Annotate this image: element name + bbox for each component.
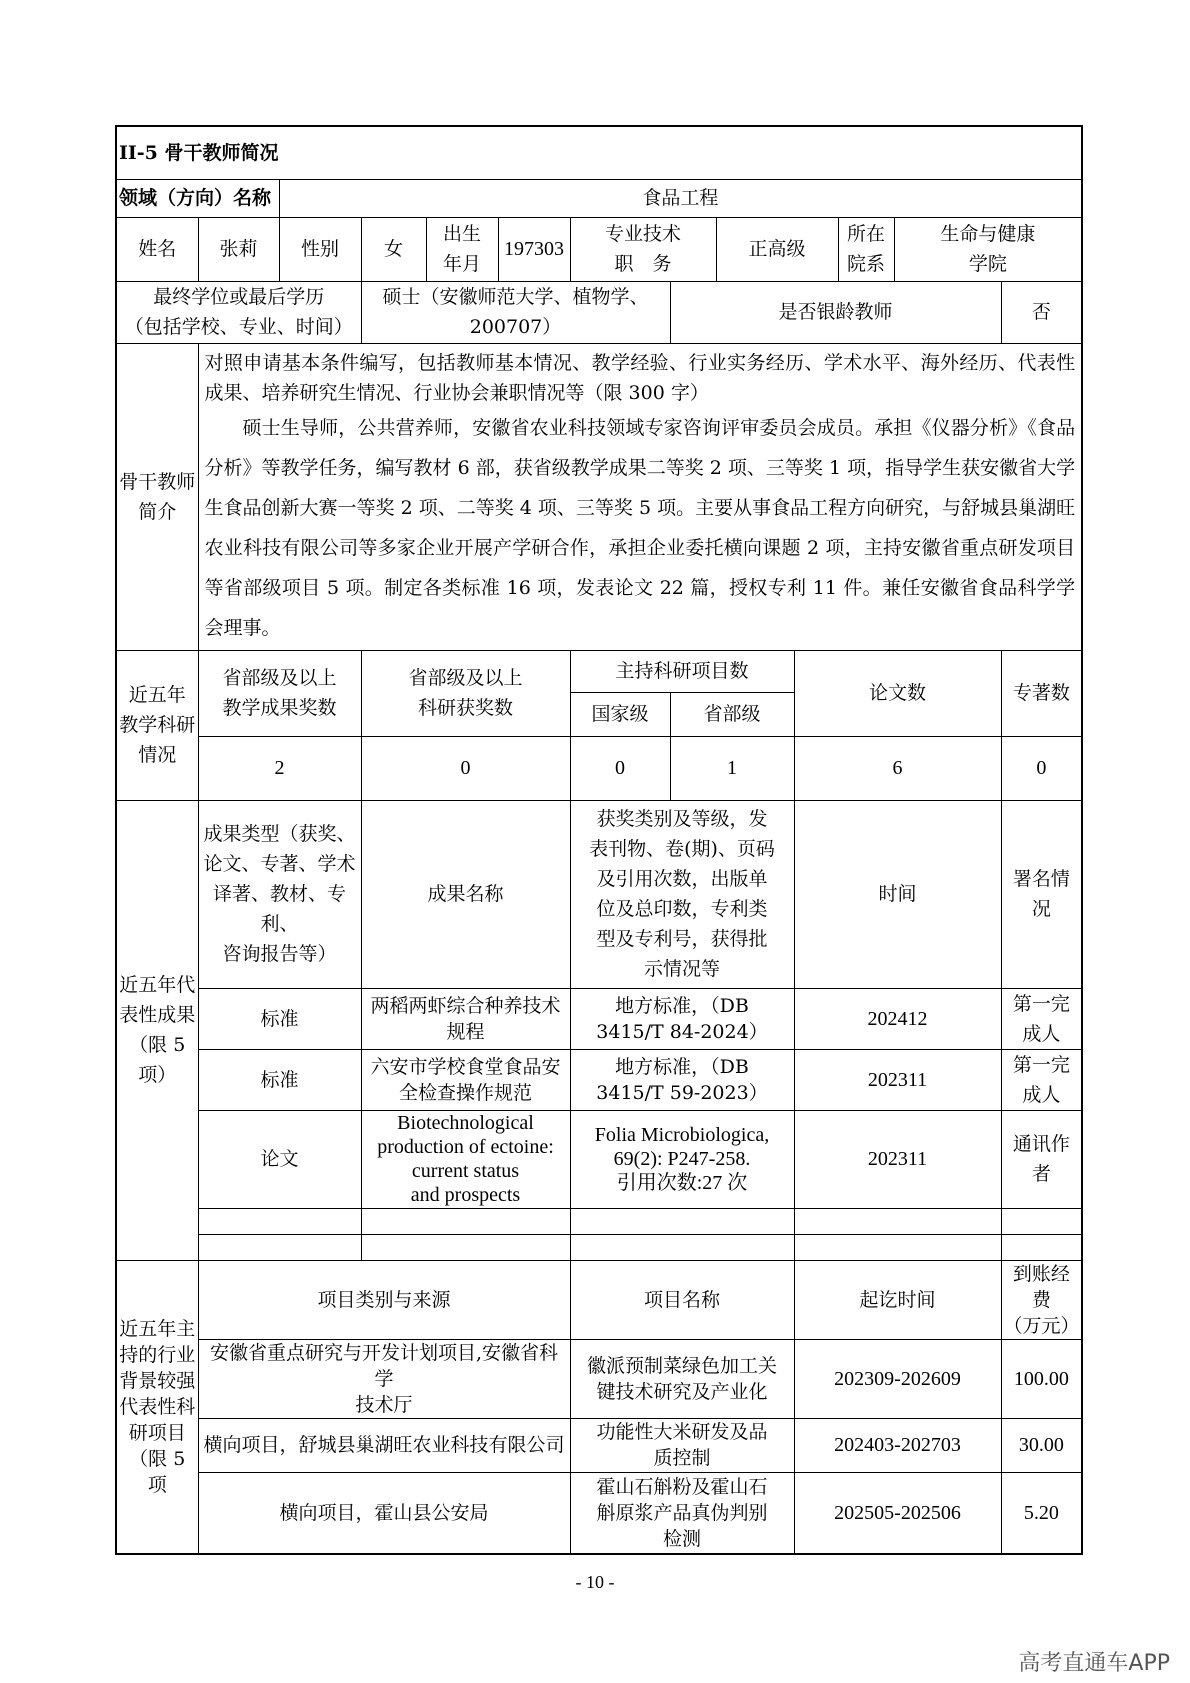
achievement-time: 202311 (794, 1049, 1001, 1110)
stats-value-research: 0 (361, 736, 570, 800)
achievement-type: 论文 (198, 1110, 361, 1208)
project-period: 202505-202506 (794, 1472, 1001, 1554)
project-period: 202403-202703 (794, 1418, 1001, 1472)
achievement-detail: Folia Microbiologica, 69(2): P247-258. 引用次数:27 次 (570, 1110, 794, 1208)
project-name: 徽派预制菜绿色加工关 键技术研究及产业化 (570, 1339, 794, 1418)
stats-value-papers: 6 (794, 736, 1001, 800)
gender-label: 性别 (279, 217, 361, 281)
section-title: II-5 骨干教师简况 (116, 126, 1082, 179)
stats-header-projects: 主持科研项目数 (570, 650, 794, 692)
achievement-type: 标准 (198, 988, 361, 1049)
dept-value: 生命与健康 学院 (894, 217, 1082, 281)
name-value: 张莉 (198, 217, 279, 281)
dept-label: 所在 院系 (838, 217, 894, 281)
page-number: - 10 - (575, 1572, 615, 1592)
project-row (116, 1418, 1082, 1472)
degree-value: 硕士（安徽师范大学、植物学、 200707） (361, 281, 670, 343)
form-table (115, 125, 1083, 1555)
stats-header-papers: 论文数 (794, 650, 1001, 736)
achievement-sign: 通讯作者 (1001, 1110, 1082, 1208)
project-name: 霍山石斛粉及霍山石 斛原浆产品真伪判别 检测 (570, 1472, 794, 1554)
achievement-sign: 第一完成人 (1001, 988, 1082, 1049)
name-label: 姓名 (116, 217, 198, 281)
achievement-row (116, 988, 1082, 1049)
silver-label: 是否银龄教师 (670, 281, 1001, 343)
stats-value-national: 0 (570, 736, 670, 800)
achievements-header-type: 成果类型（获奖、 论文、专著、学术 译著、教材、专利、 咨询报告等） (198, 800, 361, 988)
watermark: 高考直通车APP (1018, 1651, 1170, 1676)
project-funding: 5.20 (1001, 1472, 1082, 1554)
project-row (116, 1339, 1082, 1418)
project-funding: 30.00 (1001, 1418, 1082, 1472)
achievement-row-empty (116, 1234, 1082, 1260)
stats-value-teaching: 2 (198, 736, 361, 800)
achievements-label: 近五年代 表性成果 （限 5 项） (116, 800, 198, 1260)
bio-content (198, 343, 1082, 650)
stats-value-books: 0 (1001, 736, 1082, 800)
stats-value-provincial: 1 (670, 736, 794, 800)
achievement-row (116, 1049, 1082, 1110)
stats-header-national: 国家级 (570, 692, 670, 736)
project-source: 安徽省重点研究与开发计划项目,安徽省科学 技术厅 (198, 1339, 570, 1418)
achievement-detail: 地方标准，（DB 3415/T 59-2023） (570, 1049, 794, 1110)
stats-label: 近五年 教学科研 情况 (116, 650, 198, 800)
achievements-header-detail: 获奖类别及等级，发 表刊物、卷(期)、页码 及引用次数，出版单 位及总印数，专利类 型及专利号，获得批 示情况等 (570, 800, 794, 988)
title-label: 专业技术 职 务 (570, 217, 716, 281)
birth-label: 出生 年月 (426, 217, 498, 281)
project-name: 功能性大米研发及品 质控制 (570, 1418, 794, 1472)
field-value: 食品工程 (279, 179, 1082, 217)
field-label: 领域（方向）名称 (116, 179, 279, 217)
project-funding: 100.00 (1001, 1339, 1082, 1418)
degree-label: 最终学位或最后学历 （包括学校、专业、时间） (116, 281, 361, 343)
achievement-detail: 地方标准，（DB 3415/T 84-2024） (570, 988, 794, 1049)
bio-instruction: 对照申请基本条件编写，包括教师基本情况、教学经验、行业实务经历、学术水平、海外经历、代表性成果、培养研究生情况、行业协会兼职情况等（限 300 字） (204, 351, 1076, 404)
achievement-name: Biotechnological production of ectoine: current status and prospects (361, 1110, 570, 1208)
project-row (116, 1472, 1082, 1554)
achievement-sign: 第一完成人 (1001, 1049, 1082, 1110)
projects-header-funding: 到账经费 （万元） (1001, 1260, 1082, 1339)
bio-label: 骨干教师 简介 (116, 343, 198, 650)
achievement-row-empty (116, 1208, 1082, 1234)
achievement-name: 两稻两虾综合种养技术 规程 (361, 988, 570, 1049)
stats-header-books: 专著数 (1001, 650, 1082, 736)
title-value: 正高级 (716, 217, 838, 281)
projects-header-name: 项目名称 (570, 1260, 794, 1339)
teacher-profile-form (115, 125, 1081, 1555)
projects-label: 近五年主 持的行业 背景较强 代表性科 研项目 （限 5 项 (116, 1260, 198, 1554)
stats-header-teaching: 省部级及以上 教学成果奖数 (198, 650, 361, 736)
projects-header-period: 起讫时间 (794, 1260, 1001, 1339)
achievements-header-sign: 署名情况 (1001, 800, 1082, 988)
achievements-header-name: 成果名称 (361, 800, 570, 988)
achievement-row (116, 1110, 1082, 1208)
achievement-time: 202311 (794, 1110, 1001, 1208)
achievement-time: 202412 (794, 988, 1001, 1049)
stats-header-provincial: 省部级 (670, 692, 794, 736)
gender-value: 女 (361, 217, 426, 281)
project-period: 202309-202609 (794, 1339, 1001, 1418)
projects-header-source: 项目类别与来源 (198, 1260, 570, 1339)
achievements-header-time: 时间 (794, 800, 1001, 988)
bio-text: 硕士生导师，公共营养师，安徽省农业科技领域专家咨询评审委员会成员。承担《仪器分析》《食品分析》等教学任务，编写教材 6 部，获省级教学成果二等奖 2 项、三等奖 1 项，指导学生获安徽省大学生食品创新大赛一等奖 2 项、二等奖 4 项、三等奖 5 项。主要从事食品工程方向研究，与舒城县巢湖旺农业科技有限公司等多家企业开展产学研合作，承担企业委托横向课题 2 项，主持安徽省重点研发项目等省部级项目 5 项。制定各类标准 16 项，发表论文 22 篇，授权专利 11 件。兼任安徽省食品科学学会理事。 (204, 416, 1076, 639)
stats-header-research: 省部级及以上 科研获奖数 (361, 650, 570, 736)
achievement-name: 六安市学校食堂食品安 全检查操作规范 (361, 1049, 570, 1110)
project-source: 横向项目，霍山县公安局 (198, 1472, 570, 1554)
silver-value: 否 (1001, 281, 1082, 343)
project-source: 横向项目，舒城县巢湖旺农业科技有限公司 (198, 1418, 570, 1472)
achievement-type: 标准 (198, 1049, 361, 1110)
birth-value: 197303 (498, 217, 570, 281)
